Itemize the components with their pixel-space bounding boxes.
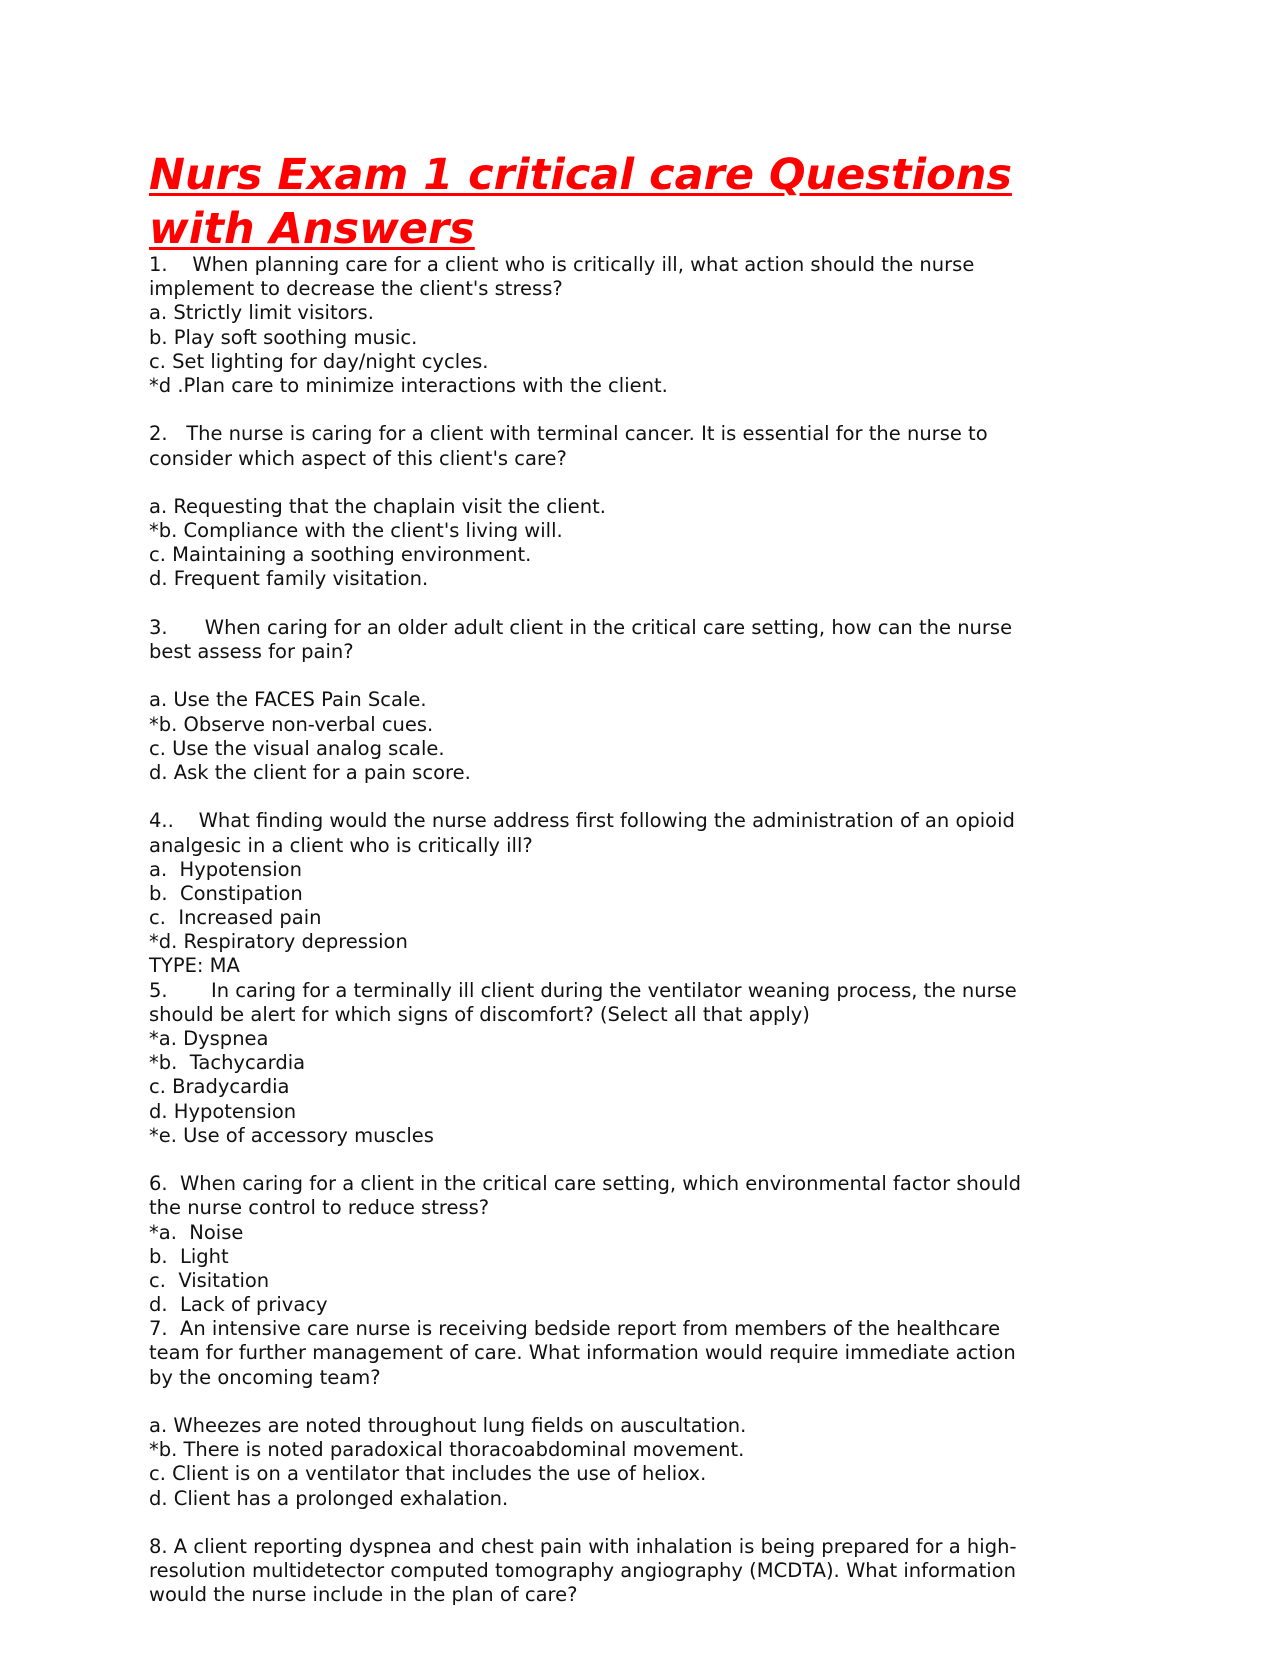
answer-option: c. Bradycardia [149, 1075, 290, 1099]
question-stem: consider which aspect of this client's care? [149, 446, 567, 470]
spacer [149, 398, 1149, 422]
answer-option-correct: *e. Use of accessory muscles [149, 1123, 434, 1147]
title-line-2: with Answers [149, 204, 475, 254]
answer-option: c. Set lighting for day/night cycles. [149, 349, 489, 373]
answer-option-correct: *b. Observe non-verbal cues. [149, 712, 434, 736]
answer-option: d. Lack of privacy [149, 1293, 328, 1317]
title-line-1: Nurs Exam 1 critical care Questions [149, 150, 1012, 200]
answer-option: a. Wheezes are noted throughout lung fields on auscultation. [149, 1414, 747, 1437]
answer-option: c. Visitation [149, 1268, 270, 1292]
answer-option-correct: *d. Respiratory depression [149, 930, 408, 954]
question-stem: 6. When caring for a client in the critical care setting, which environmental factor should [149, 1172, 1021, 1196]
spacer [149, 785, 1149, 809]
answer-option: c. Maintaining a soothing environment. [149, 543, 532, 567]
spacer [149, 1148, 1149, 1172]
question-stem: implement to decrease the client's stress? [149, 277, 563, 301]
answer-option: a. Strictly limit visitors. [149, 301, 374, 325]
answer-option: a. Requesting that the chaplain visit the client. [149, 494, 606, 518]
spacer [149, 1511, 1149, 1535]
answer-option: a. Use the FACES Pain Scale. [149, 688, 427, 712]
question-8 [149, 1535, 1149, 1608]
answer-option: d. Client has a prolonged exhalation. [149, 1486, 509, 1510]
spacer [149, 1390, 1149, 1414]
answer-option-correct: *b. Compliance with the client's living will. [149, 519, 563, 543]
answer-option: b. Light [149, 1244, 229, 1268]
answer-option-correct: *d .Plan care to minimize interactions with the client. [149, 373, 668, 397]
question-stem: 8. A client reporting dyspnea and chest pain with inhalation is being prepared for a high- [149, 1534, 1017, 1558]
answer-option: b. Play soft soothing music. [149, 325, 418, 349]
question-stem: 2. The nurse is caring for a client with terminal cancer. It is essential for the nurse to [149, 422, 988, 446]
answer-option: d. Ask the client for a pain score. [149, 760, 471, 784]
question-stem: 3. When caring for an older adult client in the critical care setting, how can the nurse [149, 615, 1013, 639]
answer-option: b. Constipation [149, 881, 303, 905]
question-stem: team for further management of care. What information would require immediate action [149, 1341, 1016, 1365]
spacer [149, 592, 1149, 616]
question-stem: would the nurse include in the plan of care? [149, 1583, 578, 1607]
question-stem: the nurse control to reduce stress? [149, 1196, 490, 1220]
question-stem: 1. When planning care for a client who is critically ill, what action should the nurse [149, 253, 975, 276]
answer-option: d. Frequent family visitation. [149, 567, 429, 591]
spacer [149, 471, 1149, 495]
answer-option-correct: *a. Noise [149, 1220, 244, 1244]
question-stem: 5. In caring for a terminally ill client during the ventilator weaning process, the nurse [149, 978, 1017, 1002]
answer-option: a. Hypotension [149, 857, 302, 881]
question-1 [149, 253, 1149, 398]
answer-option-correct: *b. There is noted paradoxical thoracoabdominal movement. [149, 1438, 745, 1462]
answer-option-correct: *b. Tachycardia [149, 1051, 306, 1075]
question-type-label: TYPE: MA [149, 954, 240, 978]
question-stem: resolution multidetector computed tomography angiography (MCDTA). What information [149, 1559, 1016, 1583]
question-4 [149, 809, 1149, 978]
question-stem: analgesic in a client who is critically ill? [149, 833, 533, 857]
question-6 [149, 1172, 1149, 1317]
spacer [149, 664, 1149, 688]
question-stem: best assess for pain? [149, 640, 354, 663]
question-7 [149, 1317, 1149, 1511]
answer-option-correct: *a. Dyspnea [149, 1027, 269, 1050]
document-body [149, 253, 1149, 1608]
question-stem: 4.. What finding would the nurse address first following the administration of an opioid [149, 809, 1015, 833]
question-3 [149, 616, 1149, 785]
document-title [149, 148, 1149, 256]
question-stem: 7. An intensive care nurse is receiving bedside report from members of the healthcare [149, 1317, 1001, 1341]
answer-option: c. Use the visual analog scale. [149, 736, 445, 760]
answer-option: c. Client is on a ventilator that includes the use of heliox. [149, 1462, 707, 1486]
answer-option: d. Hypotension [149, 1099, 297, 1123]
question-stem: should be alert for which signs of discomfort? (Select all that apply) [149, 1002, 810, 1026]
question-2 [149, 422, 1149, 591]
answer-option: c. Increased pain [149, 906, 322, 930]
question-5 [149, 979, 1149, 1148]
question-stem: by the oncoming team? [149, 1365, 381, 1389]
